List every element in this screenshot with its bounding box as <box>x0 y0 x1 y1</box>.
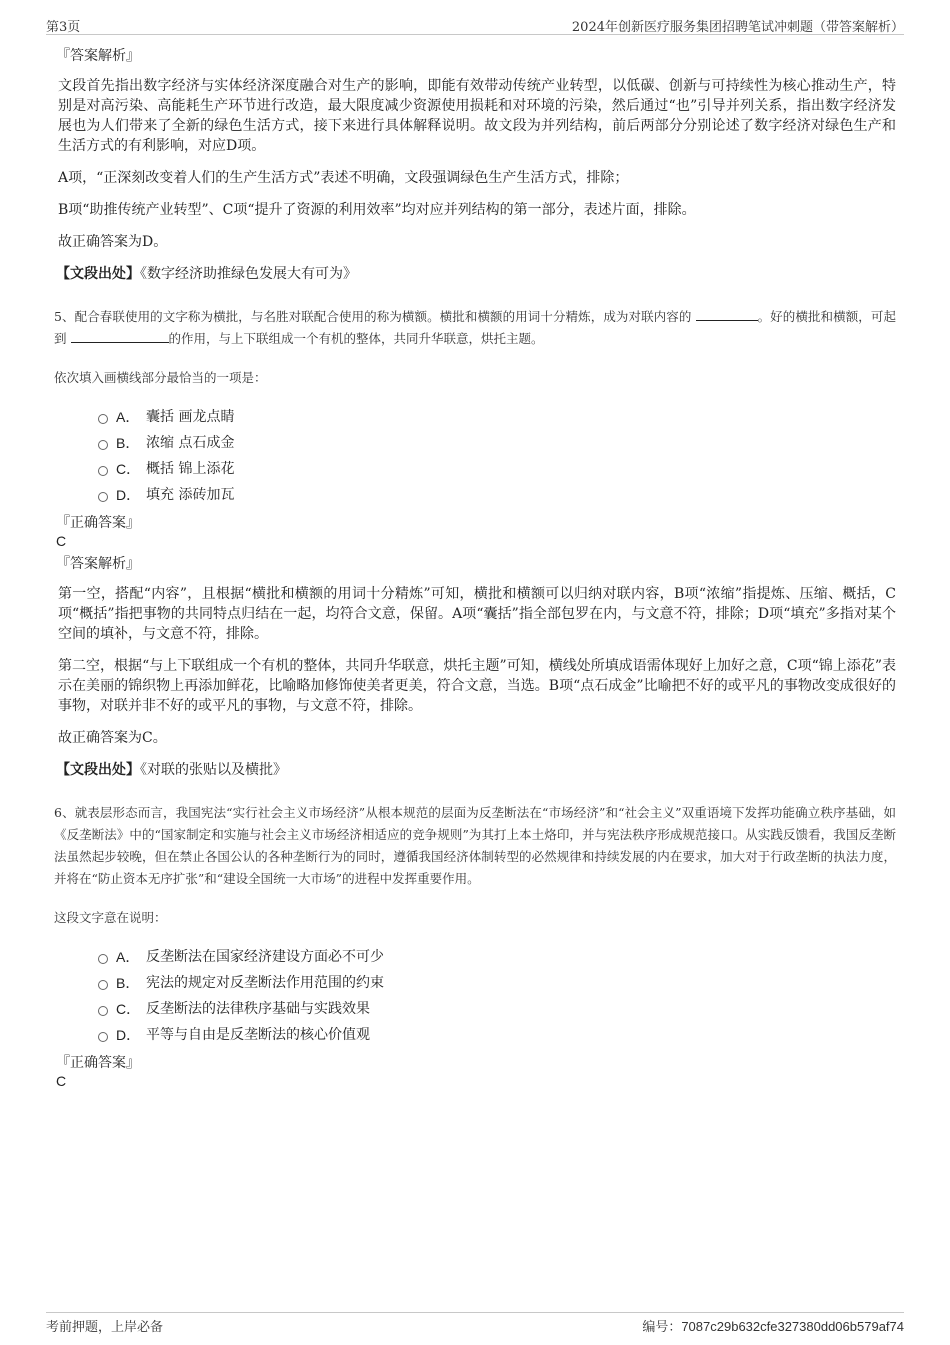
footer-slogan: 考前押题，上岸必备 <box>46 1320 164 1335</box>
source-title: 《数字经济助推绿色发展大有可为》 <box>140 266 357 282</box>
option-b[interactable] <box>98 970 896 996</box>
question-5-text-part: 的作用，与上下联组成一个有机的整体，共同升华联意，烘托主题。 <box>168 331 544 346</box>
option-letter: D． <box>116 487 141 503</box>
option-d[interactable] <box>98 1022 896 1048</box>
source-line <box>56 760 896 780</box>
analysis-paragraph: 故正确答案为D。 <box>58 234 168 250</box>
option-text: 平等与自由是反垄断法的核心价值观 <box>146 1027 370 1043</box>
page-footer <box>46 1312 904 1335</box>
analysis-label: 『答案解析』 <box>56 556 140 572</box>
radio-icon[interactable] <box>98 492 108 502</box>
question-5-text-part: 。好的横批和横额，可起到 <box>54 309 896 346</box>
analysis-paragraph: A项，“正深刻改变着人们的生产生活方式”表述不明确，文段强调绿色生产生活方式，排除； <box>58 170 629 186</box>
question-5-stem <box>54 306 896 350</box>
main-content <box>56 42 896 1094</box>
option-d[interactable] <box>98 482 896 508</box>
option-letter: A． <box>116 409 140 425</box>
option-letter: D． <box>116 1027 141 1043</box>
source-label: 【文段出处】 <box>56 266 140 282</box>
radio-icon[interactable] <box>98 1006 108 1016</box>
document-id-value: 7087c29b632cfe327380dd06b579af74 <box>681 1319 904 1334</box>
correct-answer: C <box>56 1073 67 1089</box>
option-letter: C． <box>116 461 141 477</box>
question-6-prompt: 这段文字意在说明： <box>54 910 167 925</box>
page-header <box>46 14 904 35</box>
option-letter: A． <box>116 949 140 965</box>
analysis-label: 『答案解析』 <box>56 48 140 64</box>
radio-icon[interactable] <box>98 440 108 450</box>
option-letter: B． <box>116 435 140 451</box>
question-6-options <box>98 944 896 1048</box>
document-title: 2024年创新医疗服务集团招聘笔试冲刺题（带答案解析） <box>571 20 904 35</box>
option-text: 反垄断法的法律秩序基础与实践效果 <box>146 1001 370 1017</box>
option-letter: C． <box>116 1001 141 1017</box>
correct-answer-label: 『正确答案』 <box>56 1055 140 1071</box>
question-6-stem: 6、就表层形态而言，我国宪法“实行社会主义市场经济”从根本规范的层面为反垄断法在“市场经济”和“社会主义”双重语境下发挥功能确立秩序基础，如《反垄断法》中的“国家制定和实施与社会主义市场经济相适应的竞争规则”为其打上本土烙印，并与宪法秩序形成规范接口。从实践反馈看，我国反垄断法虽然起步较晚，但在禁止各国公认的各种垄断行为的同时，遵循我国经济体制转型的必然规律和持续发展的内在要求，加大对于行政垄断的执法力度，并将在“防止资本无序扩张”和“建设全国统一大市场”的进程中发挥重要作用。 <box>54 805 896 886</box>
option-text: 囊括 画龙点睛 <box>146 409 235 425</box>
option-b[interactable] <box>98 430 896 456</box>
document-id <box>642 1316 904 1335</box>
source-label: 【文段出处】 <box>56 762 140 778</box>
document-id-label: 编号： <box>642 1320 682 1335</box>
correct-answer: C <box>56 533 67 549</box>
option-text: 反垄断法在国家经济建设方面必不可少 <box>146 949 384 965</box>
question-5-prompt: 依次填入画横线部分最恰当的一项是： <box>54 370 267 385</box>
option-letter: B． <box>116 975 140 991</box>
radio-icon[interactable] <box>98 414 108 424</box>
question-5-options <box>98 404 896 508</box>
option-text: 概括 锦上添花 <box>146 461 235 477</box>
correct-answer-label: 『正确答案』 <box>56 515 140 531</box>
radio-icon[interactable] <box>98 980 108 990</box>
fill-blank-1 <box>696 307 758 321</box>
analysis-paragraph: 故正确答案为C。 <box>58 730 167 746</box>
option-text: 填充 添砖加瓦 <box>146 487 235 503</box>
analysis-paragraph: 文段首先指出数字经济与实体经济深度融合对生产的影响，即能有效带动传统产业转型，以低碳、创新与可持续性为核心推动生产，特别是对高污染、高能耗生产环节进行改造，最大限度减少资源使用损耗和对环境的污染，然后通过“也”引导并列关系，指出数字经济发展也为人们带来了全新的绿色生活方式，接下来进行具体解释说明。故文段为并列结构，前后两部分分别论述了数字经济对绿色生产和生活方式的有利影响，对应D项。 <box>58 78 896 154</box>
analysis-paragraph: 第二空，根据“与上下联组成一个有机的整体，共同升华联意，烘托主题”可知，横线处所填成语需体现好上加好之意，C项“锦上添花”表示在美丽的锦织物上再添加鲜花，比喻略加修饰使美者更美，符合文意，当选。B项“点石成金”比喻把不好的或平凡的事物改变成很好的事物，对联并非不好的或平凡的事物，与文意不符，排除。 <box>58 658 896 714</box>
analysis-paragraph: 第一空，搭配“内容”，且根据“横批和横额的用词十分精炼”可知，横批和横额可以归纳对联内容，B项“浓缩”指提炼、压缩、概括，C项“概括”指把事物的共同特点归结在一起，均符合文意，保留。A项“囊括”指全部包罗在内，与文意不符，排除；D项“填充”多指对某个空间的填补，与文意不符，排除。 <box>58 586 896 642</box>
radio-icon[interactable] <box>98 1032 108 1042</box>
source-line <box>56 264 896 284</box>
option-text: 宪法的规定对反垄断法作用范围的约束 <box>146 975 384 991</box>
option-a[interactable] <box>98 404 896 430</box>
analysis-paragraph: B项“助推传统产业转型”、C项“提升了资源的利用效率”均对应并列结构的第一部分，表述片面，排除。 <box>58 202 696 218</box>
page-number: 第3页 <box>46 20 81 35</box>
fill-blank-2 <box>71 329 169 343</box>
option-c[interactable] <box>98 996 896 1022</box>
radio-icon[interactable] <box>98 954 108 964</box>
option-a[interactable] <box>98 944 896 970</box>
option-text: 浓缩 点石成金 <box>146 435 235 451</box>
option-c[interactable] <box>98 456 896 482</box>
source-title: 《对联的张贴以及横批》 <box>140 762 287 778</box>
radio-icon[interactable] <box>98 466 108 476</box>
question-5-text-part: 5、配合春联使用的文字称为横批，与名胜对联配合使用的称为横额。横批和横额的用词十分精炼，成为对联内容的 <box>54 309 692 324</box>
